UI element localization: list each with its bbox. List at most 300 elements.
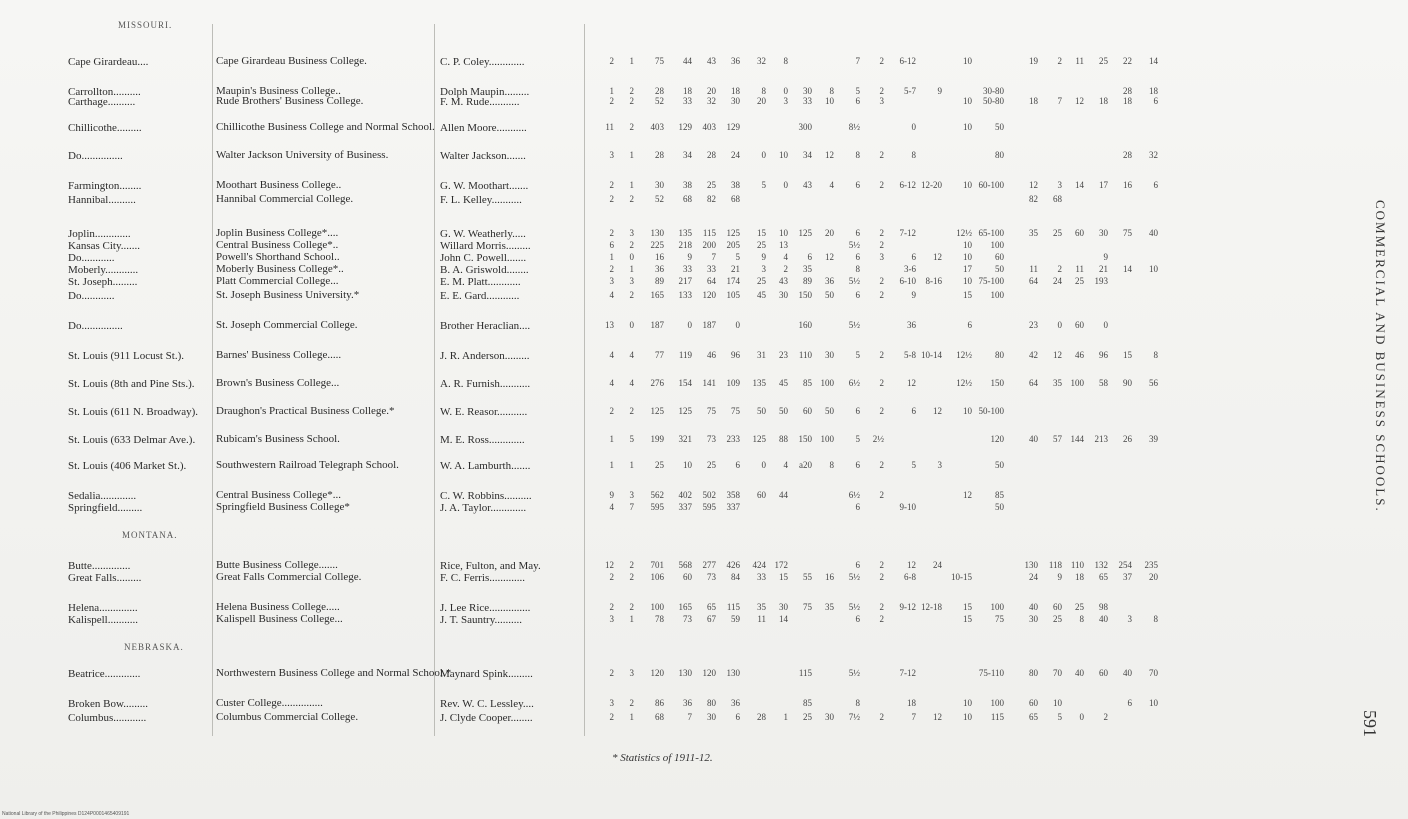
stat-cell: 30 <box>803 86 812 96</box>
stat-cell: 2 <box>609 668 614 678</box>
city-cell: Joplin............. <box>68 228 131 240</box>
stat-cell: 4 <box>609 290 614 300</box>
stat-cell: 1 <box>783 712 788 722</box>
school-cell: Joplin Business College*.... <box>216 227 339 239</box>
stat-cell: 50 <box>825 290 834 300</box>
stat-cell: 24 <box>1029 572 1038 582</box>
city-cell: Do............ <box>68 252 115 264</box>
school-cell: Powell's Shorthand School.. <box>216 251 340 263</box>
stat-cell: 3 <box>783 96 788 106</box>
stat-cell: 2 <box>879 276 884 286</box>
stat-cell: 10 <box>1053 698 1062 708</box>
person-cell: F. M. Rude........... <box>440 96 520 108</box>
stat-cell: 110 <box>798 350 812 360</box>
stat-cell: 595 <box>650 502 664 512</box>
stat-cell: 6 <box>735 712 740 722</box>
school-cell: St. Joseph Commercial College. <box>216 319 358 331</box>
stat-cell: 4 <box>609 378 614 388</box>
stat-cell: 37 <box>1123 572 1132 582</box>
stat-cell: 25 <box>707 180 716 190</box>
stat-cell: 115 <box>798 668 812 678</box>
stat-cell: 130 <box>650 228 664 238</box>
stat-cell: 28 <box>655 86 664 96</box>
stat-cell: 2 <box>629 572 634 582</box>
stat-cell: 60 <box>757 490 766 500</box>
stat-cell: 6 <box>855 406 860 416</box>
city-cell: Do............ <box>68 290 115 302</box>
stat-cell: 187 <box>702 320 716 330</box>
stat-cell: 0 <box>911 122 916 132</box>
stat-cell: 0 <box>1057 320 1062 330</box>
stat-cell: 9 <box>937 86 942 96</box>
stat-cell: 165 <box>650 290 664 300</box>
stat-cell: 595 <box>702 502 716 512</box>
stat-cell: 32 <box>1149 150 1158 160</box>
stat-cell: 5-8 <box>904 350 916 360</box>
stat-cell: 3 <box>609 276 614 286</box>
stat-cell: 150 <box>798 290 812 300</box>
person-cell: W. E. Reasor........... <box>440 406 528 418</box>
stat-cell: 2 <box>609 194 614 204</box>
stats-group <box>586 712 1316 724</box>
stat-cell: 28 <box>1123 150 1132 160</box>
stat-cell: 233 <box>726 434 740 444</box>
stat-cell: 6 <box>1127 698 1132 708</box>
person-cell: Dolph Maupin......... <box>440 86 530 98</box>
stat-cell: 5-7 <box>904 86 916 96</box>
stat-cell: 8-16 <box>925 276 942 286</box>
stat-cell: 68 <box>731 194 740 204</box>
stat-cell: 2 <box>879 490 884 500</box>
stat-cell: 5½ <box>848 240 860 250</box>
stat-cell: 8 <box>1153 350 1158 360</box>
stat-cell: 12-18 <box>921 602 942 612</box>
stat-cell: 43 <box>707 56 716 66</box>
stat-cell: 35 <box>757 602 766 612</box>
stat-cell: 225 <box>650 240 664 250</box>
stat-cell: 38 <box>731 180 740 190</box>
stat-cell: 3 <box>937 460 942 470</box>
stat-cell: 10-14 <box>921 350 942 360</box>
school-cell: Butte Business College....... <box>216 559 338 571</box>
stat-cell: 32 <box>707 96 716 106</box>
school-cell: Moberly Business College*.. <box>216 263 344 275</box>
stat-cell: 2 <box>879 572 884 582</box>
stat-cell: 88 <box>779 434 788 444</box>
stats-group <box>586 602 1316 614</box>
stat-cell: 2 <box>1057 56 1062 66</box>
stat-cell: 6 <box>735 460 740 470</box>
stat-cell: 2 <box>629 86 634 96</box>
stat-cell: 0 <box>783 180 788 190</box>
running-title: COMMERCIAL AND BUSINESS SCHOOLS. <box>1373 200 1388 513</box>
stat-cell: 18 <box>1099 96 1108 106</box>
stat-cell: 12 <box>1029 180 1038 190</box>
stat-cell: 2 <box>1103 712 1108 722</box>
stat-cell: 10 <box>683 460 692 470</box>
stat-cell: 40 <box>1075 668 1084 678</box>
person-cell: M. E. Ross............. <box>440 434 525 446</box>
stat-cell: 3 <box>629 668 634 678</box>
city-cell: St. Louis (406 Market St.). <box>68 460 187 472</box>
stat-cell: 6 <box>855 614 860 624</box>
stat-cell: 100 <box>990 240 1004 250</box>
stat-cell: 6 <box>855 560 860 570</box>
stat-cell: 11 <box>605 122 614 132</box>
stat-cell: 135 <box>752 378 766 388</box>
stat-cell: 7 <box>1057 96 1062 106</box>
stat-cell: 0 <box>783 86 788 96</box>
stat-cell: 30 <box>655 180 664 190</box>
stat-cell: 2 <box>629 602 634 612</box>
stat-cell: 2 <box>879 614 884 624</box>
stat-cell: 276 <box>650 378 664 388</box>
stat-cell: 8½ <box>848 122 860 132</box>
stat-cell: 73 <box>707 572 716 582</box>
stat-cell: 9-12 <box>899 602 916 612</box>
person-cell: G. W. Moothart....... <box>440 180 529 192</box>
city-cell: St. Louis (8th and Pine Sts.). <box>68 378 195 390</box>
stat-cell: 10 <box>963 240 972 250</box>
person-cell: B. A. Griswold........ <box>440 264 529 276</box>
stat-cell: 35 <box>1029 228 1038 238</box>
stat-cell: a20 <box>799 460 812 470</box>
stat-cell: 5 <box>855 86 860 96</box>
stats-group <box>586 122 1316 134</box>
stat-cell: 33 <box>683 96 692 106</box>
person-cell: Rice, Fulton, and May. <box>440 560 541 572</box>
stat-cell: 2 <box>609 264 614 274</box>
person-cell: A. R. Furnish........... <box>440 378 531 390</box>
stats-group <box>586 572 1316 584</box>
stat-cell: 100 <box>650 602 664 612</box>
person-cell: J. A. Taylor............. <box>440 502 527 514</box>
stat-cell: 30-80 <box>983 86 1004 96</box>
stat-cell: 30 <box>707 712 716 722</box>
stat-cell: 337 <box>678 502 692 512</box>
stat-cell: 2 <box>609 228 614 238</box>
stat-cell: 125 <box>798 228 812 238</box>
stat-cell: 18 <box>1123 96 1132 106</box>
stat-cell: 4 <box>829 180 834 190</box>
stat-cell: 25 <box>707 460 716 470</box>
city-cell: Farmington........ <box>68 180 142 192</box>
stat-cell: 0 <box>1079 712 1084 722</box>
stat-cell: 58 <box>1099 378 1108 388</box>
stat-cell: 18 <box>683 86 692 96</box>
city-cell: St. Joseph......... <box>68 276 138 288</box>
stat-cell: 85 <box>803 698 812 708</box>
stat-cell: 1 <box>609 434 614 444</box>
stat-cell: 193 <box>1094 276 1108 286</box>
stat-cell: 36 <box>825 276 834 286</box>
stat-cell: 21 <box>731 264 740 274</box>
school-cell: Custer College............... <box>216 697 323 709</box>
school-cell: Draughon's Practical Business College.* <box>216 405 395 417</box>
stat-cell: 30 <box>1029 614 1038 624</box>
school-cell: Moothart Business College.. <box>216 179 342 191</box>
stat-cell: 1 <box>629 150 634 160</box>
stats-group <box>586 434 1316 446</box>
stat-cell: 16 <box>655 252 664 262</box>
stat-cell: 1 <box>629 180 634 190</box>
stat-cell: 20 <box>757 96 766 106</box>
stat-cell: 2 <box>609 712 614 722</box>
stat-cell: 6 <box>967 320 972 330</box>
stat-cell: 337 <box>726 502 740 512</box>
stat-cell: 154 <box>678 378 692 388</box>
stat-cell: 165 <box>678 602 692 612</box>
stats-group <box>586 180 1316 192</box>
stat-cell: 110 <box>1070 560 1084 570</box>
stat-cell: 2 <box>629 698 634 708</box>
stat-cell: 1 <box>629 712 634 722</box>
table-row <box>0 614 1320 654</box>
stat-cell: 2 <box>629 240 634 250</box>
stat-cell: 15 <box>1123 350 1132 360</box>
stat-cell: 75 <box>655 56 664 66</box>
stat-cell: 502 <box>702 490 716 500</box>
stat-cell: 8 <box>855 150 860 160</box>
person-cell: Willard Morris......... <box>440 240 531 252</box>
stat-cell: 9 <box>1057 572 1062 582</box>
stat-cell: 6 <box>855 252 860 262</box>
city-cell: Kansas City....... <box>68 240 141 252</box>
stat-cell: 85 <box>995 490 1004 500</box>
stat-cell: 60 <box>1029 698 1038 708</box>
stat-cell: 28 <box>1123 86 1132 96</box>
stat-cell: 2 <box>609 406 614 416</box>
person-cell: Allen Moore........... <box>440 122 527 134</box>
stat-cell: 12 <box>907 560 916 570</box>
stat-cell: 80 <box>1029 668 1038 678</box>
stat-cell: 12½ <box>956 378 972 388</box>
stat-cell: 150 <box>798 434 812 444</box>
stats-group <box>586 460 1316 472</box>
stat-cell: 73 <box>707 434 716 444</box>
page-number: 591 <box>1360 710 1380 737</box>
stat-cell: 562 <box>650 490 664 500</box>
stat-cell: 2 <box>879 240 884 250</box>
stat-cell: 5 <box>855 434 860 444</box>
stat-cell: 65 <box>707 602 716 612</box>
stat-cell: 65 <box>1029 712 1038 722</box>
stat-cell: 11 <box>1075 56 1084 66</box>
stat-cell: 40 <box>1029 602 1038 612</box>
city-cell: Sedalia............. <box>68 490 137 502</box>
stat-cell: 1 <box>609 252 614 262</box>
stat-cell: 10 <box>963 712 972 722</box>
stat-cell: 36 <box>731 56 740 66</box>
stat-cell: 701 <box>650 560 664 570</box>
stat-cell: 70 <box>1149 668 1158 678</box>
stat-cell: 2 <box>879 712 884 722</box>
stat-cell: 10-15 <box>951 572 972 582</box>
stat-cell: 8 <box>855 698 860 708</box>
stat-cell: 12½ <box>956 228 972 238</box>
stat-cell: 18 <box>907 698 916 708</box>
stat-cell: 23 <box>779 350 788 360</box>
city-cell: Helena.............. <box>68 602 138 614</box>
stat-cell: 25 <box>757 276 766 286</box>
stat-cell: 130 <box>726 668 740 678</box>
stat-cell: 0 <box>761 460 766 470</box>
stat-cell: 1 <box>609 86 614 96</box>
stat-cell: 13 <box>779 240 788 250</box>
stat-cell: 25 <box>1075 602 1084 612</box>
stat-cell: 5 <box>855 350 860 360</box>
stat-cell: 24 <box>933 560 942 570</box>
city-cell: Broken Bow......... <box>68 698 148 710</box>
stat-cell: 2 <box>629 194 634 204</box>
stat-cell: 10 <box>963 180 972 190</box>
stat-cell: 30 <box>825 350 834 360</box>
stat-cell: 1 <box>629 460 634 470</box>
stat-cell: 12 <box>1075 96 1084 106</box>
stat-cell: 2 <box>879 150 884 160</box>
stat-cell: 235 <box>1144 560 1158 570</box>
stat-cell: 30 <box>825 712 834 722</box>
stat-cell: 8 <box>783 56 788 66</box>
stat-cell: 35 <box>803 264 812 274</box>
stat-cell: 50 <box>779 406 788 416</box>
stat-cell: 33 <box>707 264 716 274</box>
stat-cell: 80 <box>995 150 1004 160</box>
stat-cell: 9 <box>911 290 916 300</box>
stat-cell: 120 <box>702 668 716 678</box>
table-row <box>0 712 1320 752</box>
stat-cell: 96 <box>731 350 740 360</box>
person-cell: G. W. Weatherly..... <box>440 228 526 240</box>
stat-cell: 34 <box>803 150 812 160</box>
stat-cell: 125 <box>752 434 766 444</box>
stat-cell: 403 <box>650 122 664 132</box>
stat-cell: 6½ <box>848 490 860 500</box>
stat-cell: 65 <box>1099 572 1108 582</box>
person-cell: Rev. W. C. Lessley.... <box>440 698 534 710</box>
stats-group <box>586 276 1316 288</box>
city-cell: Do............... <box>68 320 123 332</box>
stat-cell: 402 <box>678 490 692 500</box>
stat-cell: 6 <box>807 252 812 262</box>
stats-group <box>586 698 1316 710</box>
stat-cell: 3 <box>1127 614 1132 624</box>
person-cell: J. Clyde Cooper........ <box>440 712 533 724</box>
school-cell: Great Falls Commercial College. <box>216 571 362 583</box>
stat-cell: 30 <box>1099 228 1108 238</box>
stat-cell: 10 <box>963 698 972 708</box>
school-cell: Central Business College*.. <box>216 239 339 251</box>
stat-cell: 2½ <box>872 434 884 444</box>
stat-cell: 129 <box>678 122 692 132</box>
school-cell: Helena Business College..... <box>216 601 340 613</box>
person-cell: F. L. Kelley........... <box>440 194 522 206</box>
stat-cell: 68 <box>1053 194 1062 204</box>
city-cell: Carrollton.......... <box>68 86 141 98</box>
stat-cell: 73 <box>683 614 692 624</box>
stat-cell: 4 <box>609 502 614 512</box>
stat-cell: 14 <box>1123 264 1132 274</box>
stat-cell: 2 <box>783 264 788 274</box>
stat-cell: 9-10 <box>899 502 916 512</box>
stat-cell: 57 <box>1053 434 1062 444</box>
stat-cell: 12 <box>907 378 916 388</box>
stat-cell: 25 <box>655 460 664 470</box>
stat-cell: 34 <box>683 150 692 160</box>
stat-cell: 82 <box>707 194 716 204</box>
stat-cell: 36 <box>907 320 916 330</box>
stat-cell: 125 <box>678 406 692 416</box>
stat-cell: 100 <box>990 698 1004 708</box>
stat-cell: 129 <box>726 122 740 132</box>
stat-cell: 64 <box>1029 378 1038 388</box>
stat-cell: 75 <box>1123 228 1132 238</box>
stat-cell: 60 <box>1099 668 1108 678</box>
stat-cell: 150 <box>990 378 1004 388</box>
stat-cell: 3 <box>629 276 634 286</box>
school-cell: St. Joseph Business University.* <box>216 289 360 301</box>
stat-cell: 125 <box>650 406 664 416</box>
city-cell: St. Louis (911 Locust St.). <box>68 350 185 362</box>
stat-cell: 8 <box>829 460 834 470</box>
stat-cell: 40 <box>1029 434 1038 444</box>
stats-group <box>586 194 1316 206</box>
stat-cell: 7½ <box>848 712 860 722</box>
stat-cell: 36 <box>655 264 664 274</box>
stat-cell: 80 <box>707 698 716 708</box>
stat-cell: 12 <box>933 252 942 262</box>
school-cell: Springfield Business College* <box>216 501 350 513</box>
stat-cell: 8 <box>1153 614 1158 624</box>
stat-cell: 2 <box>609 572 614 582</box>
stat-cell: 80 <box>995 350 1004 360</box>
stat-cell: 2 <box>629 96 634 106</box>
person-cell: Maynard Spink......... <box>440 668 533 680</box>
stat-cell: 12½ <box>956 350 972 360</box>
stat-cell: 8 <box>761 86 766 96</box>
stat-cell: 7 <box>687 712 692 722</box>
stat-cell: 12 <box>605 560 614 570</box>
stats-group <box>586 350 1316 362</box>
stat-cell: 90 <box>1123 378 1132 388</box>
stats-group <box>586 502 1316 514</box>
footnote: * Statistics of 1911-12. <box>612 752 713 764</box>
city-cell: St. Louis (611 N. Broadway). <box>68 406 199 418</box>
stat-cell: 20 <box>825 228 834 238</box>
stat-cell: 28 <box>655 150 664 160</box>
stat-cell: 10 <box>779 150 788 160</box>
school-cell: Southwestern Railroad Telegraph School. <box>216 459 399 471</box>
city-cell: St. Louis (633 Delmar Ave.). <box>68 434 196 446</box>
stat-cell: 105 <box>726 290 740 300</box>
stat-cell: 43 <box>803 180 812 190</box>
stat-cell: 5½ <box>848 276 860 286</box>
stat-cell: 205 <box>726 240 740 250</box>
stat-cell: 12 <box>933 712 942 722</box>
stat-cell: 115 <box>990 712 1004 722</box>
stat-cell: 7 <box>711 252 716 262</box>
stat-cell: 7 <box>629 502 634 512</box>
stat-cell: 25 <box>1099 56 1108 66</box>
stat-cell: 30 <box>779 290 788 300</box>
stat-cell: 133 <box>678 290 692 300</box>
stat-cell: 218 <box>678 240 692 250</box>
stats-group <box>586 240 1316 252</box>
stat-cell: 12 <box>963 490 972 500</box>
stat-cell: 2 <box>629 122 634 132</box>
stat-cell: 9 <box>609 490 614 500</box>
stat-cell: 2 <box>609 602 614 612</box>
